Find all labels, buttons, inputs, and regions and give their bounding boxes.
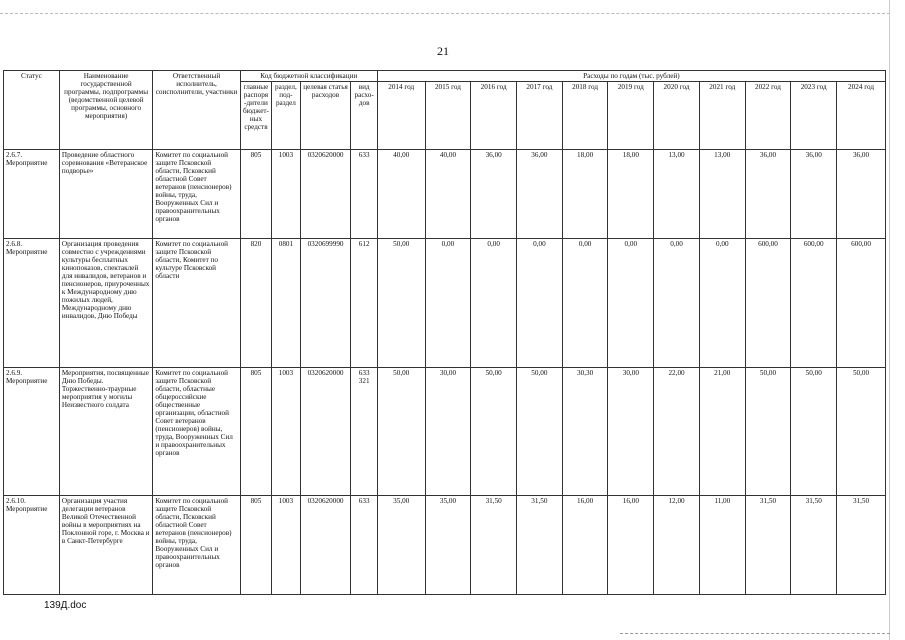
row-grbs: 805 [240, 368, 271, 496]
row-value: 22,00 [654, 368, 700, 496]
header-budget-code: Код бюджетной классификации [240, 71, 377, 82]
row-value: 30,00 [608, 368, 654, 496]
row-value: 31,50 [837, 496, 886, 595]
row-value: 0,00 [608, 239, 654, 368]
footer-filename: 139Д.doc [44, 600, 87, 611]
header-year: 2024 год [837, 82, 886, 150]
row-responsible: Комитет по социальной защите Псковской области, областные общероссийские общественные организации, областной Совет ветеранов (пенсионеров) войны, труда, Вооруженных Сил и правоохранительных органов [153, 368, 240, 496]
table-row [4, 239, 886, 368]
row-value: 21,00 [699, 368, 745, 496]
header-responsible: Ответственный исполнитель, соисполнители, участники [153, 71, 240, 150]
row-value: 0,00 [425, 239, 471, 368]
scan-bottom-edge [620, 633, 890, 634]
row-value: 13,00 [699, 150, 745, 239]
row-status: 2.6.8. Мероприятие [4, 239, 60, 368]
row-section: 1003 [272, 368, 300, 496]
row-value: 18,00 [562, 150, 608, 239]
header-grbs: главные распоря-дители бюджет-ных средств [240, 82, 271, 150]
page-number: 21 [437, 44, 449, 58]
row-target: 0320699990 [300, 239, 351, 368]
row-target: 0320620000 [300, 368, 351, 496]
row-section: 1003 [272, 496, 300, 595]
row-value: 40,00 [377, 150, 425, 239]
table-row [4, 368, 886, 496]
row-type: 633 [351, 150, 377, 239]
header-row-1 [4, 71, 886, 82]
table-row [4, 496, 886, 595]
header-expenses: Расходы по годам (тыс. рублей) [377, 71, 885, 82]
row-value: 12,00 [654, 496, 700, 595]
row-value: 16,00 [608, 496, 654, 595]
row-grbs: 805 [240, 150, 271, 239]
header-year: 2018 год [562, 82, 608, 150]
row-value: 50,00 [377, 368, 425, 496]
row-value: 30,00 [425, 368, 471, 496]
header-name: Наименование государственной программы, подпрограммы (ведомственной целевой программы, основного мероприятия) [59, 71, 152, 150]
header-year: 2020 год [654, 82, 700, 150]
header-year: 2022 год [745, 82, 791, 150]
row-value: 13,00 [654, 150, 700, 239]
row-target: 0320620000 [300, 496, 351, 595]
row-value: 36,00 [791, 150, 837, 239]
row-responsible: Комитет по социальной защите Псковской области, Псковский областной Совет ветеранов (пенсионеров) войны, труда, Вооруженных Сил и правоохранительных органов [153, 150, 240, 239]
row-value: 50,00 [745, 368, 791, 496]
row-value: 11,00 [699, 496, 745, 595]
row-value: 36,00 [837, 150, 886, 239]
row-value: 36,00 [745, 150, 791, 239]
row-value: 16,00 [562, 496, 608, 595]
row-responsible: Комитет по социальной защите Псковской области, Псковский областной Совет ветеранов (пенсионеров) войны, труда, Вооруженных Сил и правоохранительных органов [153, 496, 240, 595]
row-type: 612 [351, 239, 377, 368]
row-value: 50,00 [791, 368, 837, 496]
row-value: 31,50 [745, 496, 791, 595]
header-year: 2015 год [425, 82, 471, 150]
row-value: 18,00 [608, 150, 654, 239]
row-value: 36,00 [517, 150, 563, 239]
row-value: 0,00 [562, 239, 608, 368]
row-value: 36,00 [471, 150, 517, 239]
row-status: 2.6.10. Мероприятие [4, 496, 60, 595]
row-value: 31,50 [471, 496, 517, 595]
row-name: Организация участия делегации ветеранов Великой Отечественной войны в мероприятиях на Поклонной горе, г. Москва и в Санкт-Петербурге [59, 496, 152, 595]
header-year: 2019 год [608, 82, 654, 150]
row-grbs: 820 [240, 239, 271, 368]
row-value: 50,00 [837, 368, 886, 496]
row-name: Организация проведения совместно с учреждениями культуры бесплатных кинопоказов, спектаклей для инвалидов, ветеранов и пенсионеров, приуроченных к Международному дню пожилых людей, Международному дню инвалидов, Дню Победы [59, 239, 152, 368]
row-value: 35,00 [425, 496, 471, 595]
header-year: 2014 год [377, 82, 425, 150]
header-section: раздел, под-раздел [272, 82, 300, 150]
scan-top-edge [0, 13, 890, 14]
row-value: 50,00 [377, 239, 425, 368]
header-type: вид расхо-дов [351, 82, 377, 150]
header-target: целевая статья расходов [300, 82, 351, 150]
row-value: 600,00 [791, 239, 837, 368]
row-value: 600,00 [837, 239, 886, 368]
row-type: 633 321 [351, 368, 377, 496]
header-status: Статус [4, 71, 60, 150]
row-status: 2.6.7. Мероприятие [4, 150, 60, 239]
row-value: 50,00 [471, 368, 517, 496]
row-grbs: 805 [240, 496, 271, 595]
row-target: 0320620000 [300, 150, 351, 239]
row-value: 30,30 [562, 368, 608, 496]
header-year: 2021 год [699, 82, 745, 150]
row-value: 31,50 [791, 496, 837, 595]
row-value: 40,00 [425, 150, 471, 239]
row-section: 0801 [272, 239, 300, 368]
row-value: 0,00 [699, 239, 745, 368]
header-year: 2016 год [471, 82, 517, 150]
scan-right-edge [889, 0, 890, 640]
row-name: Проведение областного соревнования «Ветеранское подворье» [59, 150, 152, 239]
header-year: 2017 год [517, 82, 563, 150]
table-row [4, 150, 886, 239]
row-responsible: Комитет по социальной защите Псковской области, Комитет по культуре Псковской области [153, 239, 240, 368]
row-value: 600,00 [745, 239, 791, 368]
row-value: 0,00 [654, 239, 700, 368]
header-year: 2023 год [791, 82, 837, 150]
row-type: 633 [351, 496, 377, 595]
row-name: Мероприятия, посвященные Дню Победы. Торжественно-траурные мероприятия у могилы Неизвестного солдата [59, 368, 152, 496]
row-value: 31,50 [517, 496, 563, 595]
row-status: 2.6.9. Мероприятие [4, 368, 60, 496]
row-value: 50,00 [517, 368, 563, 496]
row-section: 1003 [272, 150, 300, 239]
budget-table [3, 70, 886, 595]
row-value: 0,00 [517, 239, 563, 368]
row-value: 0,00 [471, 239, 517, 368]
row-value: 35,00 [377, 496, 425, 595]
